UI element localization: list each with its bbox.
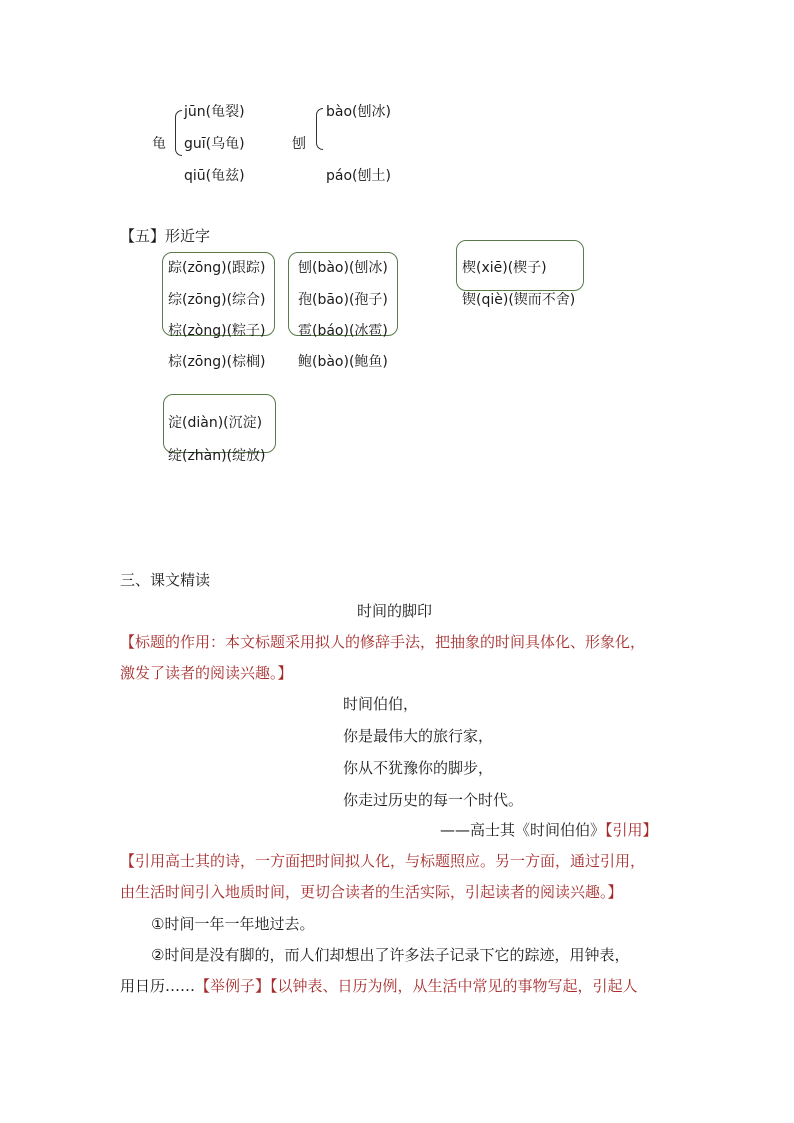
section5-title: 【五】形近字 [120,227,211,245]
poem-source-text: ——高士其《时间伯伯》 [440,821,606,839]
reading-gui-1: jūn(龟裂) [184,104,245,120]
word-g2-2: 孢(bāo)(孢子) [298,292,388,308]
brace-gui [175,110,182,156]
brace-pao [316,108,323,150]
article-title: 时间的脚印 [357,602,433,620]
para-2-tag: 【举例子】 [195,977,271,995]
word-g2-3: 雹(báo)(冰雹) [298,323,388,339]
reading-pao-2: páo(刨土) [326,168,391,184]
para-2-line2-start: 用日历…… [120,977,196,995]
para-2-note: 【以钟表、日历为例，从生活中常见的事物写起，引起人 [270,977,638,995]
word-g1-1: 踪(zōng)(跟踪) [168,260,266,276]
word-g3-1: 楔(xiē)(楔子) [462,260,547,276]
poem-line-3: 你从不犹豫你的脚步， [343,759,494,777]
poem-line-4: 你走过历史的每一个时代。 [343,791,524,809]
poem-line-1: 时间伯伯， [343,695,419,713]
word-g1-2: 综(zōng)(综合) [168,292,266,308]
para-1: ①时间一年一年地过去。 [151,915,315,933]
reading-pao-1: bào(刨冰) [326,104,391,120]
title-note-line1: 【标题的作用：本文标题采用拟人的修辞手法，把抽象的时间具体化、形象化， [120,633,646,651]
para-2-line2 [120,975,638,997]
poem-line-2: 你是最伟大的旅行家， [343,727,494,745]
poem-tag: 【引用】 [605,821,658,839]
reading-gui-3: qiū(龟兹) [184,168,245,184]
reading-gui-2: guī(乌龟) [184,136,245,152]
word-g1-3: 棕(zòng)(粽子) [168,323,266,339]
word-g1-4: 棕(zōng)(棕榈) [168,354,266,370]
word-g3-2: 锲(qiè)(锲而不舍) [462,292,576,308]
quote-note-line1: 【引用高士其的诗，一方面把时间拟人化，与标题照应。另一方面，通过引用， [120,852,646,870]
word-g4-1: 淀(diàn)(沉淀) [168,415,263,431]
poem-source [440,819,658,841]
polyphone-char-pao: 刨 [292,136,306,152]
para-2-line1: ②时间是没有脚的，而人们却想出了许多法子记录下它的踪迹，用钟表， [151,946,630,964]
polyphone-char-gui: 龟 [152,136,166,152]
word-g4-2: 绽(zhàn)(绽放) [168,448,266,464]
title-note-line2: 激发了读者的阅读兴趣。】 [120,664,293,682]
word-g2-1: 刨(bào)(刨冰) [298,260,388,276]
section3-heading: 三、课文精读 [120,571,211,589]
quote-note-line2: 由生活时间引入地质时间，更切合读者的生活实际，引起读者的阅读兴趣。】 [120,883,623,901]
word-g2-4: 鲍(bào)(鲍鱼) [298,354,388,370]
